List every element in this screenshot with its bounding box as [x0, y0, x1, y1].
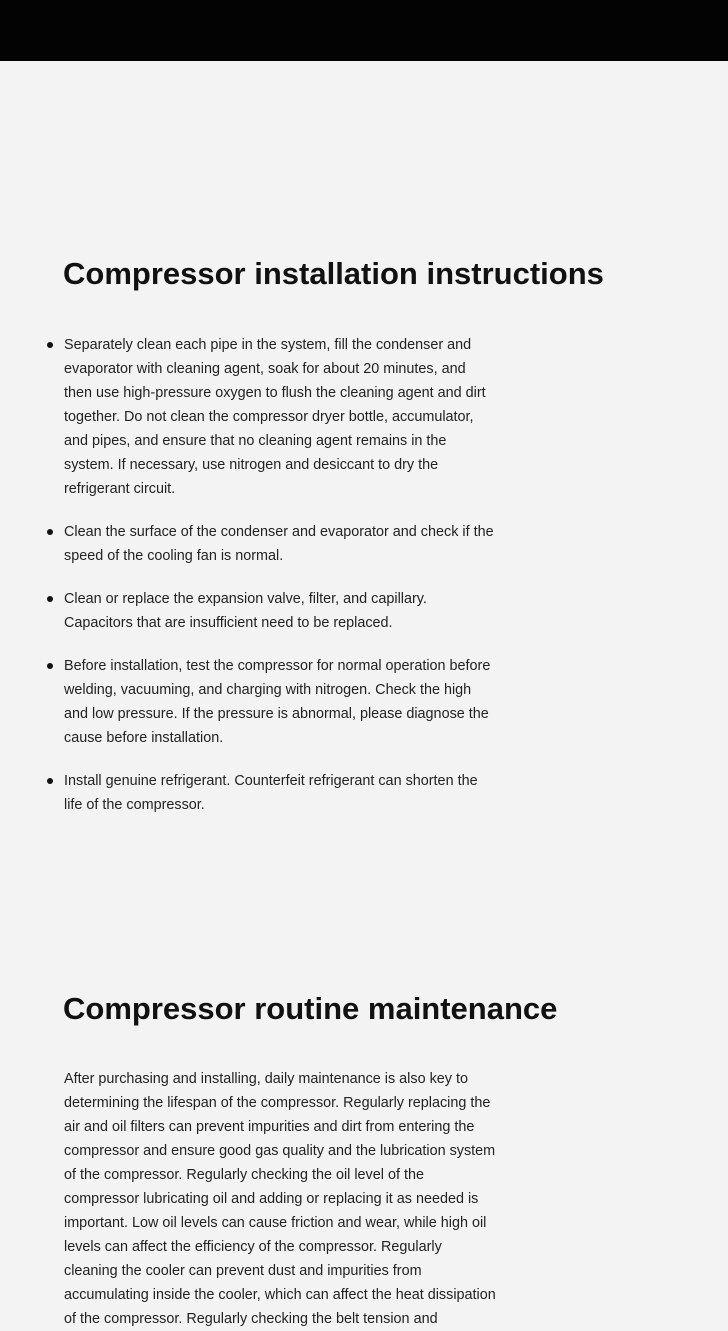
top-bar [0, 0, 728, 61]
installation-title: Compressor installation instructions [63, 256, 604, 291]
installation-step: Install genuine refrigerant. Counterfeit refrigerant can shorten the life of the compressor. [64, 769, 496, 817]
installation-steps-list [64, 333, 496, 817]
maintenance-title: Compressor routine maintenance [63, 991, 558, 1026]
installation-step: Clean the surface of the condenser and evaporator and check if the speed of the cooling fan is normal. [64, 520, 496, 568]
installation-step: Separately clean each pipe in the system, fill the condenser and evaporator with cleaning agent, soak for about 20 minutes, and then use high-pressure oxygen to flush the cleaning agent and dirt together. Do not clean the compressor dryer bottle, accumulator, and pipes, and ensure that no cleaning agent remains in the system. If necessary, use nitrogen and desiccant to dry the refrigerant circuit. [64, 333, 496, 501]
installation-step: Before installation, test the compressor for normal operation before welding, vacuuming, and charging with nitrogen. Check the high and low pressure. If the pressure is abnormal, please diagnose the cause before installation. [64, 654, 496, 750]
installation-step: Clean or replace the expansion valve, filter, and capillary. Capacitors that are insufficient need to be replaced. [64, 587, 496, 635]
maintenance-paragraph: After purchasing and installing, daily maintenance is also key to determining the lifespan of the compressor. Regularly replacing the air and oil filters can prevent impurities and dirt from entering the compressor and ensure good gas quality and the lubrication system of the compressor. Regularly checking the oil level of the compressor lubricating oil and adding or replacing it as needed is important. Low oil levels can cause friction and wear, while high oil levels can affect the efficiency of the compressor. Regularly cleaning the cooler can prevent dust and impurities from accumulating inside the cooler, which can affect the heat dissipation of the compressor. Regularly checking the belt tension and [64, 1071, 496, 1327]
